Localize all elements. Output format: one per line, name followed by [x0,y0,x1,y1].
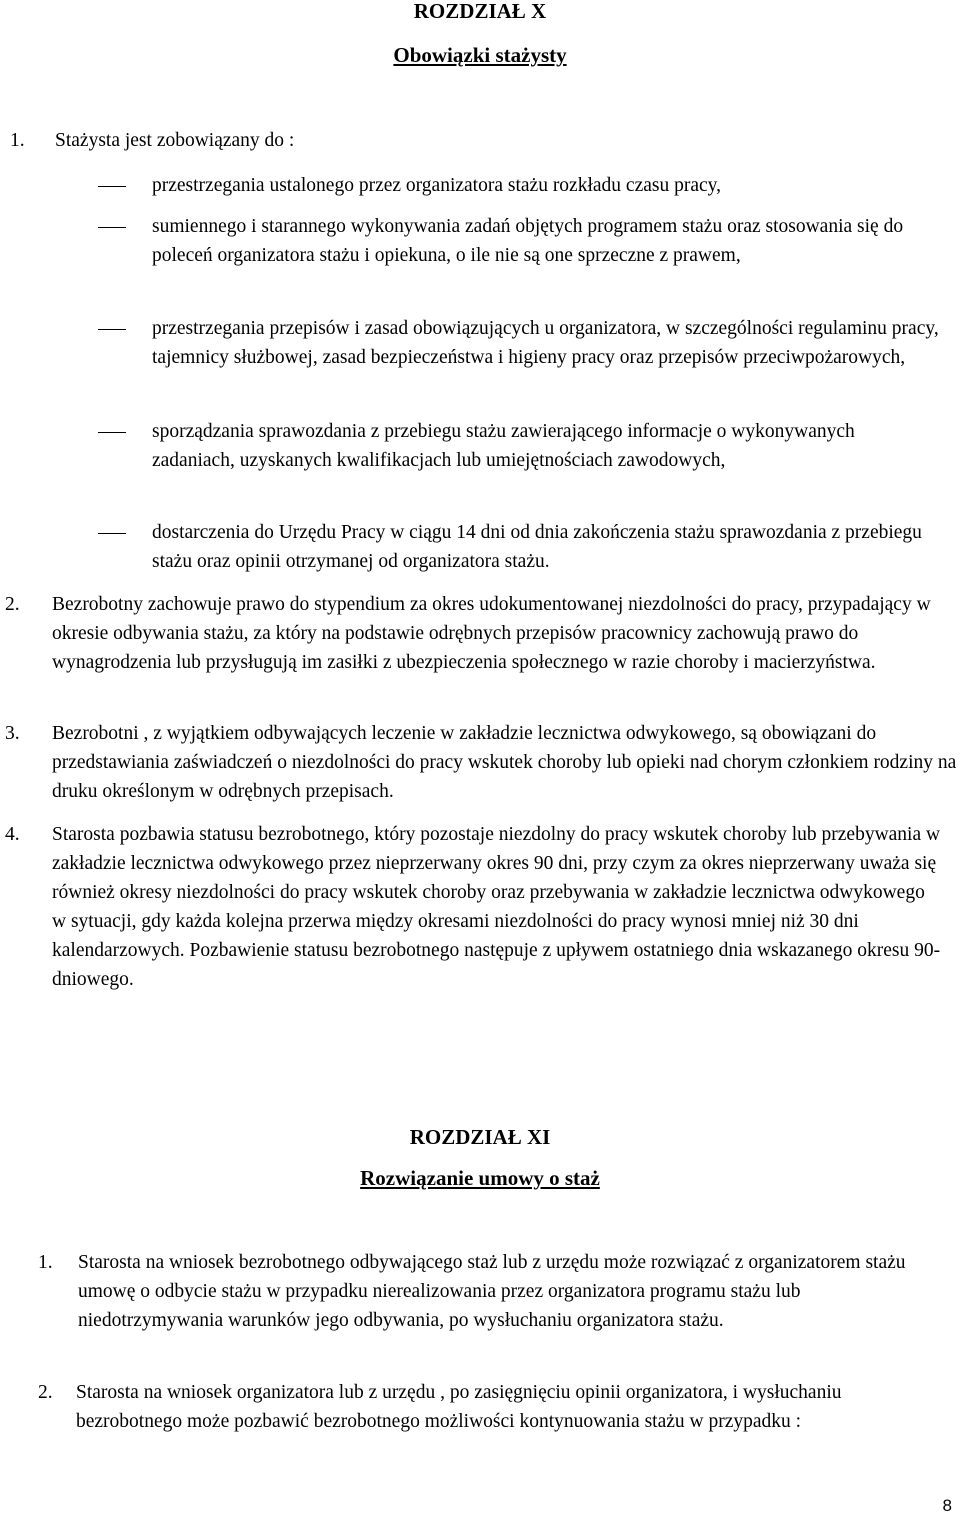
chapter-10-subtitle: Obowiązki stażysty [393,43,567,67]
bullet-2-text: sumiennego i starannego wykonywania zadań objętych programem stażu oraz stosowania się do poleceń organizatora stażu i opiekuna, o ile nie są one sprzeczne z prawem, [152,216,904,266]
chapter-11-title: ROZDZIAŁ XI [409,1125,551,1149]
item-3-number: 3. [5,723,20,744]
bullet-4-text: sporządzania sprawozdania z przebiegu stażu zawierającego informacje o wykonywanych zadaniach, uzyskanych kwalifikacjach lub umiejętnościach zawodowych, [152,421,855,471]
bullet-dash [98,186,126,187]
ch11-item-2-number: 2. [38,1382,53,1403]
ch11-item-1-number: 1. [38,1252,53,1273]
item-3-text: Bezrobotni , z wyjątkiem odbywających leczenie w zakładzie lecznictwa odwykowego, są obowiązani do przedstawiania zaświadczeń o niezdolności do pracy wskutek choroby lub opieki nad chorym członkiem rodziny na druku określonym w odrębnych przepisach. [52,723,957,802]
bullet-dash [98,227,126,228]
bullet-dash [98,432,126,433]
ch11-item-1-text: Starosta na wniosek bezrobotnego odbywającego staż lub z urzędu może rozwiązać z organizatorem stażu umowę o odbycie stażu w przypadku nierealizowania przez organizatora programu stażu lub niedotrzymywania warunków jego odbywania, po wysłuchaniu organizatora stażu. [78,1252,906,1331]
item-4-number: 4. [5,824,20,845]
bullet-5-text: dostarczenia do Urzędu Pracy w ciągu 14 dni od dnia zakończenia stażu sprawozdania z przebiegu stażu oraz opinii otrzymanej od organizatora stażu. [152,522,922,572]
chapter-10-title: ROZDZIAŁ X [413,0,547,23]
page-number: 8 [942,1496,952,1515]
bullet-dash [98,329,126,330]
bullet-3-text: przestrzegania przepisów i zasad obowiązujących u organizatora, w szczególności regulaminu pracy, tajemnicy służbowej, zasad bezpieczeństwa i higieny pracy oraz przepisów przeciwpożarowych, [152,318,939,368]
item-2-text: Bezrobotny zachowuje prawo do stypendium za okres udokumentowanej niezdolności do pracy, przypadający w okresie odbywania stażu, za który na podstawie odrębnych przepisów pracownicy zachowują prawo do wynagrodzenia lub przysługują im zasiłki z ubezpieczenia społecznego w razie choroby i macierzyństwa. [52,594,931,673]
item-4-text: Starosta pozbawia statusu bezrobotnego, który pozostaje niezdolny do pracy wskutek choroby lub przebywania w zakładzie lecznictwa odwykowego przez nieprzerwany okres 90 dni, przy czym za okres nieprzerwany uważa się również okresy niezdolności do pracy wskutek choroby oraz przebywania w zakładzie lecznictwa odwykowego w sytuacji, gdy każda kolejna przerwa między okresami niezdolności do pracy wynosi mniej niż 30 dni kalendarzowych. Pozbawienie statusu bezrobotnego następuje z upływem ostatniego dnia wskazanego okresu 90-dniowego. [52,824,941,990]
item-1-intro: Stażysta jest zobowiązany do : [55,130,295,151]
ch11-item-2-text: Starosta na wniosek organizatora lub z urzędu , po zasięgnięciu opinii organizatora, i wysłuchaniu bezrobotnego może pozbawić bezrobotnego możliwości kontynuowania stażu w przypadku : [76,1382,842,1432]
item-2-number: 2. [5,594,20,615]
item-1-number: 1. [10,130,25,151]
bullet-1-text: przestrzegania ustalonego przez organizatora stażu rozkładu czasu pracy, [152,175,722,196]
chapter-11-subtitle: Rozwiązanie umowy o staż [360,1166,600,1190]
bullet-dash [98,533,126,534]
